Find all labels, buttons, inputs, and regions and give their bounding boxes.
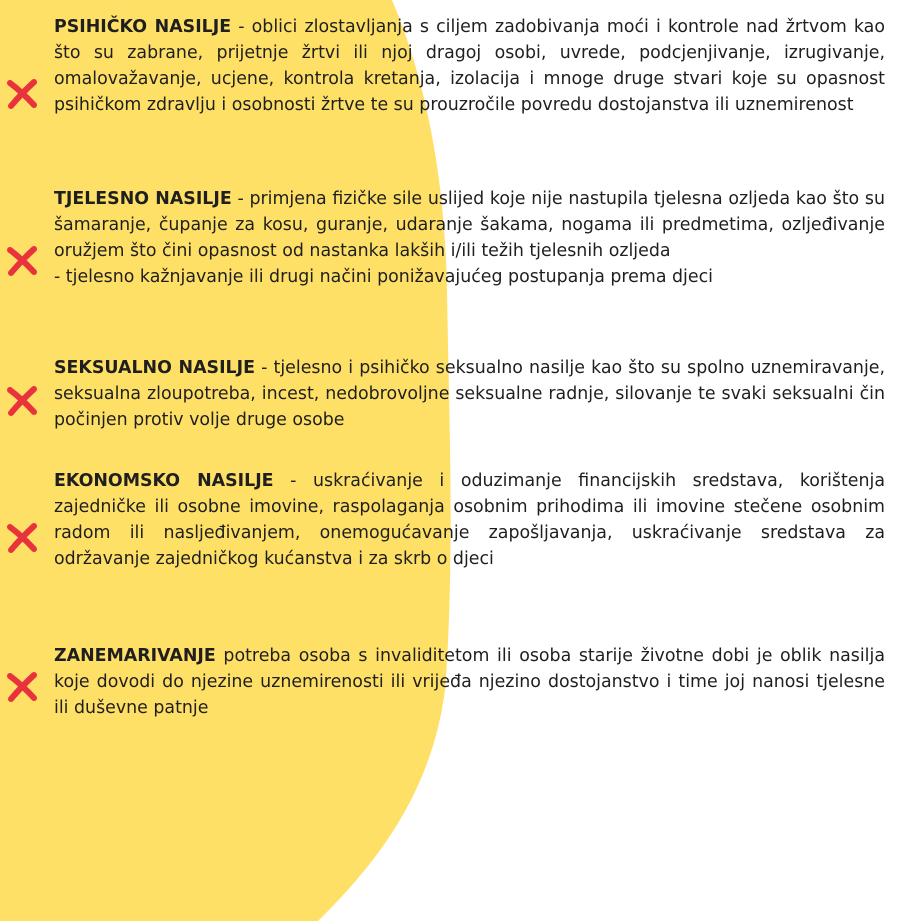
item-title: EKONOMSKO NASILJE [54, 471, 274, 491]
item-text [54, 643, 885, 721]
item-text [54, 14, 885, 118]
item-text [54, 468, 885, 572]
item-title: ZANEMARIVANJE [54, 646, 216, 666]
item-body: - tjelesno i psihičko seksualno nasilje kao što su spolno uznemiravanje, seksualna zloupotreba, incest, nedobrovoljne seksualne radnje, silovanje te svaki seksualni čin počinjen protiv volje druge osobe [54, 358, 886, 430]
item-title: SEKSUALNO NASILJE [54, 358, 255, 378]
x-mark-icon [5, 244, 39, 278]
item-text [54, 186, 885, 290]
item-title: TJELESNO NASILJE [54, 189, 232, 209]
x-mark-icon [5, 521, 39, 555]
item-body: potreba osoba s invaliditetom ili osoba starije životne dobi je oblik nasilja koje dovodi do njezine uznemirenosti ili vrijeđa njezino dostojanstvo i time joj nanosi tjelesne ili duševne patnje [54, 646, 885, 718]
item-body: - primjena fizičke sile uslijed koje nije nastupila tjelesna ozljeda kao što su šamaranje, čupanje za kosu, guranje, udaranje šakama, nogama ili predmetima, ozljeđivanje oružjem što čini opasnost od nastanka lakših i/ili težih tjelesnih ozljeda [54, 189, 885, 261]
item-body: - oblici zlostavljanja s ciljem zadobivanja moći i kontrole nad žrtvom kao što su zabrane, prijetnje žrtvi ili njoj dragoj osobi, uvrede, podcjenjivanje, izrugivanje, omalovažavanje, ucjene, kontrola kretanja, izolacija i mnoge druge stvari koje su opasnost psihičkom zdravlju i osobnosti žrtve te su prouzročile povredu dostojanstva ili uznemirenost [54, 17, 885, 115]
x-mark-icon [5, 77, 39, 111]
item-text [54, 355, 885, 433]
item-title: PSIHIČKO NASILJE [54, 17, 232, 37]
x-mark-icon [5, 670, 39, 704]
item-body: - uskraćivanje i oduzimanje financijskih sredstava, korištenja zajedničke ili osobne imovine, raspolaganja osobnim prihodima ili imovine stečene osobnim radom ili nasljeđivanjem, onemogućavanje zapošljavanja, uskraćivanje sredstava za održavanje zajedničkog kućanstva i za skrb o djeci [54, 471, 886, 569]
item-extra: - tjelesno kažnjavanje ili drugi načini ponižavajućeg postupanja prema djeci [54, 267, 713, 287]
x-mark-icon [5, 384, 39, 418]
